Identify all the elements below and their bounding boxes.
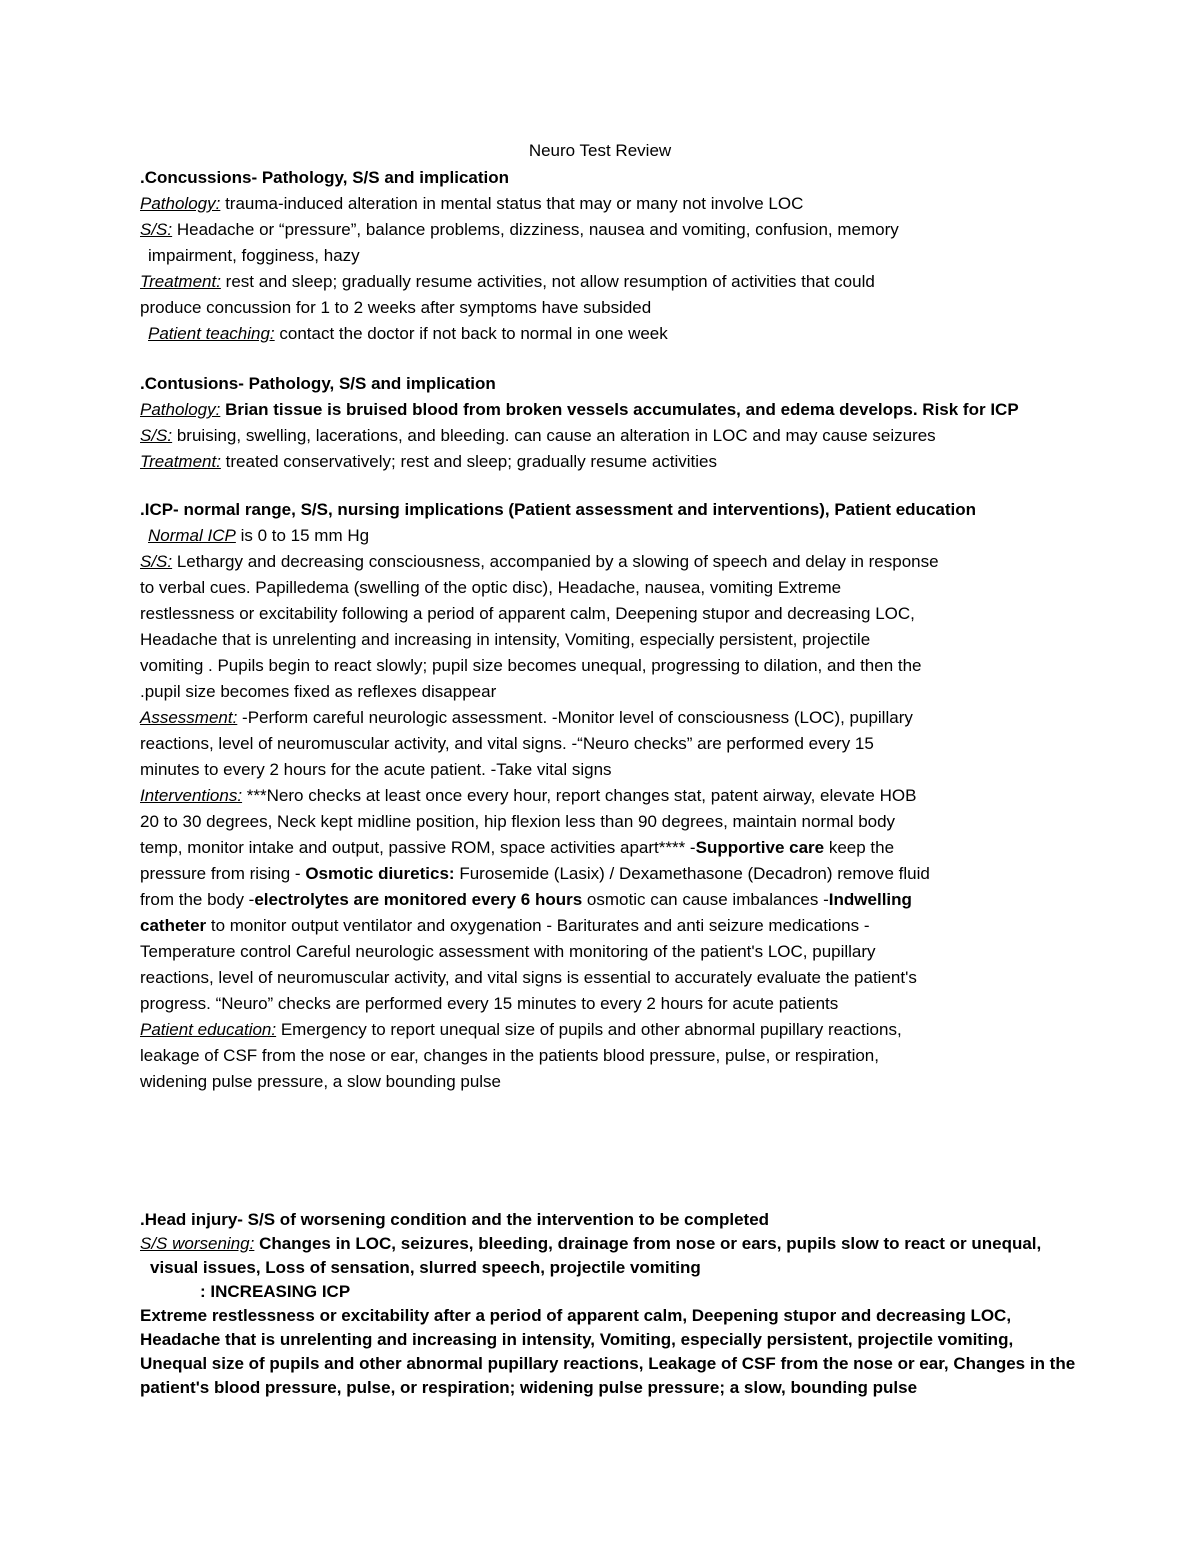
icp-assessment-line: minutes to every 2 hours for the acute patient. -Take vital signs xyxy=(140,760,612,779)
teaching-label: Patient teaching: xyxy=(148,324,275,343)
supportive-care-term: Supportive care xyxy=(695,838,825,857)
ss-text: bruising, swelling, lacerations, and bleeding. can cause an alteration in LOC and may cause seizures xyxy=(172,426,936,445)
ss-label: S/S: xyxy=(140,426,173,445)
icp-interventions-line: reactions, level of neuromuscular activity, and vital signs is essential to accurately evaluate the patient's xyxy=(140,968,917,987)
icp-interventions-line xyxy=(140,861,1070,887)
contusions-treatment xyxy=(140,449,1070,475)
icp-ss-line: Headache that is unrelenting and increasing in intensity, Vomiting, especially persistent, projectile xyxy=(140,630,871,649)
icp-interventions-line xyxy=(140,887,1070,913)
icp-ss-line: restlessness or excitability following a period of apparent calm, Deepening stupor and decreasing LOC, xyxy=(140,604,915,623)
ss-label: S/S: xyxy=(140,220,173,239)
concussions-pathology xyxy=(140,191,1070,217)
education-label: Patient education: xyxy=(140,1020,277,1039)
head-injury-worsening xyxy=(140,1232,1080,1256)
contusions-heading: .Contusions- Pathology, S/S and implication xyxy=(140,374,496,393)
icp-interventions-line xyxy=(140,835,1070,861)
icp-section xyxy=(140,497,1070,1095)
icp-assessment-line xyxy=(140,705,1070,731)
pathology-text: trauma-induced alteration in mental status that may or many not involve LOC xyxy=(220,194,804,213)
treatment-text: treated conservatively; rest and sleep; gradually resume activities xyxy=(220,452,718,471)
assessment-label: Assessment: xyxy=(140,708,238,727)
normal-icp-text: is 0 to 15 mm Hg xyxy=(235,526,370,545)
contusions-section xyxy=(140,371,1070,475)
head-injury-heading: .Head injury- S/S of worsening condition and the intervention to be completed xyxy=(140,1210,770,1229)
icp-interventions-line xyxy=(140,783,1070,809)
indwelling-term: Indwelling xyxy=(828,890,912,909)
catheter-term: catheter xyxy=(140,916,207,935)
treatment-text: rest and sleep; gradually resume activities, not allow resumption of activities that could xyxy=(220,272,875,291)
electrolytes-term: electrolytes are monitored every 6 hours xyxy=(254,890,583,909)
icp-interventions-line xyxy=(140,913,1070,939)
concussions-section xyxy=(140,165,1070,347)
concussions-treatment-cont: produce concussion for 1 to 2 weeks after symptoms have subsided xyxy=(140,298,652,317)
pathology-label: Pathology: xyxy=(140,400,221,419)
head-injury-section xyxy=(140,1208,1080,1400)
head-injury-icp-line: Unequal size of pupils and other abnormal pupillary reactions, Leakage of CSF from the nose or ear, Changes in the xyxy=(140,1354,1076,1373)
interventions-text: pressure from rising - xyxy=(140,864,306,883)
head-injury-icp-line: Extreme restlessness or excitability after a period of apparent calm, Deepening stupor and decreasing LOC, xyxy=(140,1306,1012,1325)
osmotic-diuretics-term: Osmotic diuretics: xyxy=(305,864,455,883)
ss-text: Headache or “pressure”, balance problems, dizziness, nausea and vomiting, confusion, memory xyxy=(172,220,899,239)
concussions-ss xyxy=(140,217,1070,243)
interventions-text: to monitor output ventilator and oxygenation - Bariturates and anti seizure medications - xyxy=(206,916,870,935)
concussions-treatment xyxy=(140,269,1070,295)
treatment-label: Treatment: xyxy=(140,272,221,291)
interventions-text: from the body - xyxy=(140,890,255,909)
head-injury-worsening-cont: visual issues, Loss of sensation, slurred speech, projectile vomiting xyxy=(150,1258,701,1277)
concussions-heading: .Concussions- Pathology, S/S and implication xyxy=(140,168,510,187)
ss-text: Lethargy and decreasing consciousness, accompanied by a slowing of speech and delay in response xyxy=(172,552,939,571)
icp-normal xyxy=(140,523,1070,549)
icp-interventions-line: 20 to 30 degrees, Neck kept midline position, hip flexion less than 90 degrees, maintain normal body xyxy=(140,812,896,831)
interventions-label: Interventions: xyxy=(140,786,243,805)
contusions-pathology xyxy=(140,397,1070,423)
icp-ss-line: to verbal cues. Papilledema (swelling of the optic disc), Headache, nausea, vomiting Extreme xyxy=(140,578,842,597)
icp-education-line: widening pulse pressure, a slow bounding pulse xyxy=(140,1072,502,1091)
icp-education-line: leakage of CSF from the nose or ear, changes in the patients blood pressure, pulse, or respiration, xyxy=(140,1046,879,1065)
interventions-text: keep the xyxy=(824,838,895,857)
icp-education-line xyxy=(140,1017,1070,1043)
icp-ss-line: vomiting . Pupils begin to react slowly; pupil size becomes unequal, progressing to dilation, and then the xyxy=(140,656,922,675)
interventions-text: osmotic can cause imbalances - xyxy=(582,890,829,909)
assessment-text: -Perform careful neurologic assessment. -Monitor level of consciousness (LOC), pupillary xyxy=(237,708,913,727)
education-text: Emergency to report unequal size of pupils and other abnormal pupillary reactions, xyxy=(276,1020,902,1039)
icp-assessment-line: reactions, level of neuromuscular activity, and vital signs. -“Neuro checks” are performed every 15 xyxy=(140,734,874,753)
normal-icp-label: Normal ICP xyxy=(148,526,236,545)
increasing-icp-label: : INCREASING ICP xyxy=(200,1282,351,1301)
interventions-text: Furosemide (Lasix) / Dexamethasone (Decadron) remove fluid xyxy=(454,864,930,883)
interventions-text: ***Nero checks at least once every hour, report changes stat, patent airway, elevate HOB xyxy=(242,786,917,805)
concussions-ss-cont: impairment, fogginess, hazy xyxy=(148,246,360,265)
head-injury-icp-line: Headache that is unrelenting and increasing in intensity, Vomiting, especially persistent, projectile vomiting, xyxy=(140,1330,1014,1349)
icp-interventions-line: Temperature control Careful neurologic assessment with monitoring of the patient's LOC, pupillary xyxy=(140,942,876,961)
ss-label: S/S: xyxy=(140,552,173,571)
icp-ss-line xyxy=(140,549,1070,575)
head-injury-icp-line: patient's blood pressure, pulse, or respiration; widening pulse pressure; a slow, bounding pulse xyxy=(140,1378,918,1397)
pathology-label: Pathology: xyxy=(140,194,221,213)
treatment-label: Treatment: xyxy=(140,452,221,471)
icp-heading: .ICP- normal range, S/S, nursing implications (Patient assessment and interventions), Patient education xyxy=(140,500,977,519)
interventions-text: temp, monitor intake and output, passive ROM, space activities apart**** - xyxy=(140,838,696,857)
page-title: Neuro Test Review xyxy=(528,141,672,160)
teaching-text: contact the doctor if not back to normal in one week xyxy=(274,324,668,343)
icp-interventions-line: progress. “Neuro” checks are performed every 15 minutes to every 2 hours for acute patients xyxy=(140,994,839,1013)
concussions-teaching xyxy=(140,321,1070,347)
pathology-text: Brian tissue is bruised blood from broken vessels accumulates, and edema develops. Risk for ICP xyxy=(220,400,1019,419)
worsening-text: Changes in LOC, seizures, bleeding, drainage from nose or ears, pupils slow to react or unequal, xyxy=(254,1234,1042,1253)
worsening-label: S/S worsening: xyxy=(140,1234,255,1253)
contusions-ss xyxy=(140,423,1070,449)
icp-ss-line: .pupil size becomes fixed as reflexes disappear xyxy=(140,682,497,701)
